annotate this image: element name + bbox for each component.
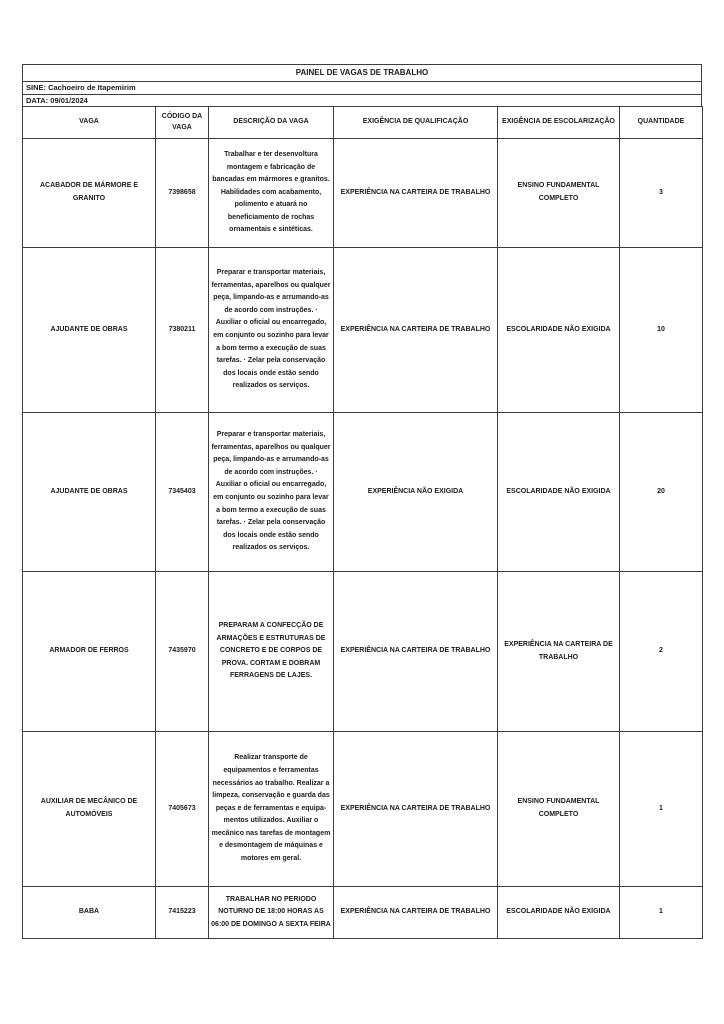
column-header-escolarizacao: EXIGÊNCIA DE ESCOLARIZAÇÃO — [498, 107, 620, 139]
cell-quantidade: 3 — [620, 139, 703, 248]
vagas-document — [22, 64, 702, 939]
cell-vaga: ACABADOR DE MÁRMORE E GRANITO — [23, 139, 156, 248]
cell-qualificacao: EXPERIÊNCIA NA CARTEIRA DE TRABALHO — [334, 732, 498, 887]
cell-descricao: TRABALHAR NO PERIODO NOTURNO DE 18:00 HORAS AS 06:00 DE DOMINGO A SEXTA FEIRA — [209, 887, 334, 939]
cell-descricao: Preparar e transportar materiais, ferramentas, aparelhos ou qualquer peça, limpando-as e arrumando-as de acordo com instruções. · Auxiliar o oficial ou encarregado, em conjunto ou sozinho para levar a bom termo a execução de suas tarefas. · Zelar pela conservação dos locais onde estão sendo realizados os serviços. — [209, 413, 334, 572]
cell-codigo: 7415223 — [156, 887, 209, 939]
table-row — [23, 732, 703, 887]
column-header-quantidade: QUANTIDADE — [620, 107, 703, 139]
cell-codigo: 7398658 — [156, 139, 209, 248]
date-line: DATA: 09/01/2024 — [22, 94, 702, 107]
cell-qualificacao: EXPERIÊNCIA NA CARTEIRA DE TRABALHO — [334, 572, 498, 732]
cell-vaga: AJUDANTE DE OBRAS — [23, 248, 156, 413]
cell-vaga: BABA — [23, 887, 156, 939]
cell-escolarizacao: ESCOLARIDADE NÃO EXIGIDA — [498, 248, 620, 413]
cell-vaga: AUXILIAR DE MECÂNICO DE AUTOMÓVEIS — [23, 732, 156, 887]
sine-location-line: SINE: Cachoeiro de Itapemirim — [22, 81, 702, 95]
cell-escolarizacao: ESCOLARIDADE NÃO EXIGIDA — [498, 413, 620, 572]
cell-qualificacao: EXPERIÊNCIA NA CARTEIRA DE TRABALHO — [334, 139, 498, 248]
cell-codigo: 7435970 — [156, 572, 209, 732]
page-title: PAINEL DE VAGAS DE TRABALHO — [22, 64, 702, 82]
vagas-table — [22, 106, 703, 939]
cell-vaga: AJUDANTE DE OBRAS — [23, 413, 156, 572]
cell-quantidade: 20 — [620, 413, 703, 572]
cell-codigo: 7345403 — [156, 413, 209, 572]
cell-descricao: PREPARAM A CONFECÇÃO DE ARMAÇÕES E ESTRUTURAS DE CONCRETO E DE CORPOS DE PROVA. CORTAM E DOBRAM FERRAGENS DE LAJES. — [209, 572, 334, 732]
table-row — [23, 887, 703, 939]
cell-qualificacao: EXPERIÊNCIA NA CARTEIRA DE TRABALHO — [334, 248, 498, 413]
cell-escolarizacao: ESCOLARIDADE NÃO EXIGIDA — [498, 887, 620, 939]
cell-qualificacao: EXPERIÊNCIA NÃO EXIGIDA — [334, 413, 498, 572]
table-row — [23, 572, 703, 732]
column-header-descricao: DESCRIÇÃO DA VAGA — [209, 107, 334, 139]
cell-vaga: ARMADOR DE FERROS — [23, 572, 156, 732]
cell-codigo: 7405673 — [156, 732, 209, 887]
cell-escolarizacao: EXPERIÊNCIA NA CARTEIRA DE TRABALHO — [498, 572, 620, 732]
cell-quantidade: 1 — [620, 732, 703, 887]
table-body — [23, 139, 703, 939]
column-header-codigo: CÓDIGO DA VAGA — [156, 107, 209, 139]
cell-escolarizacao: ENSINO FUNDAMENTAL COMPLETO — [498, 732, 620, 887]
cell-descricao: Preparar e transportar materiais, ferramentas, aparelhos ou qualquer peça, limpando-as e arrumando-as de acordo com instruções. · Auxiliar o oficial ou encarregado, em conjunto ou sozinho para levar a bom termo a execução de suas tarefas. · Zelar pela conservação dos locais onde estão sendo realizados os serviços. — [209, 248, 334, 413]
column-header-vaga: VAGA — [23, 107, 156, 139]
cell-descricao: Realizar transporte de equipamentos e ferramentas necessários ao trabalho. Realizar a limpeza, conservação e guarda das peças e de ferramentas e equipa-mentos utilizados. Auxiliar o mecânico nas tarefas de montagem e desmontagem de máquinas e motores em geral. — [209, 732, 334, 887]
table-row — [23, 248, 703, 413]
cell-quantidade: 2 — [620, 572, 703, 732]
column-header-qualificacao: EXIGÊNCIA DE QUALIFICAÇÃO — [334, 107, 498, 139]
cell-qualificacao: EXPERIÊNCIA NA CARTEIRA DE TRABALHO — [334, 887, 498, 939]
table-row — [23, 139, 703, 248]
cell-quantidade: 10 — [620, 248, 703, 413]
cell-escolarizacao: ENSINO FUNDAMENTAL COMPLETO — [498, 139, 620, 248]
table-row — [23, 413, 703, 572]
table-header-row — [23, 107, 703, 139]
cell-codigo: 7380211 — [156, 248, 209, 413]
cell-quantidade: 1 — [620, 887, 703, 939]
cell-descricao: Trabalhar e ter desenvoltura montagem e fabricação de bancadas em mármores e granitos. Habilidades com acabamento, polimento e atuará no beneficiamento de rochas ornamentais e sintéticas. — [209, 139, 334, 248]
